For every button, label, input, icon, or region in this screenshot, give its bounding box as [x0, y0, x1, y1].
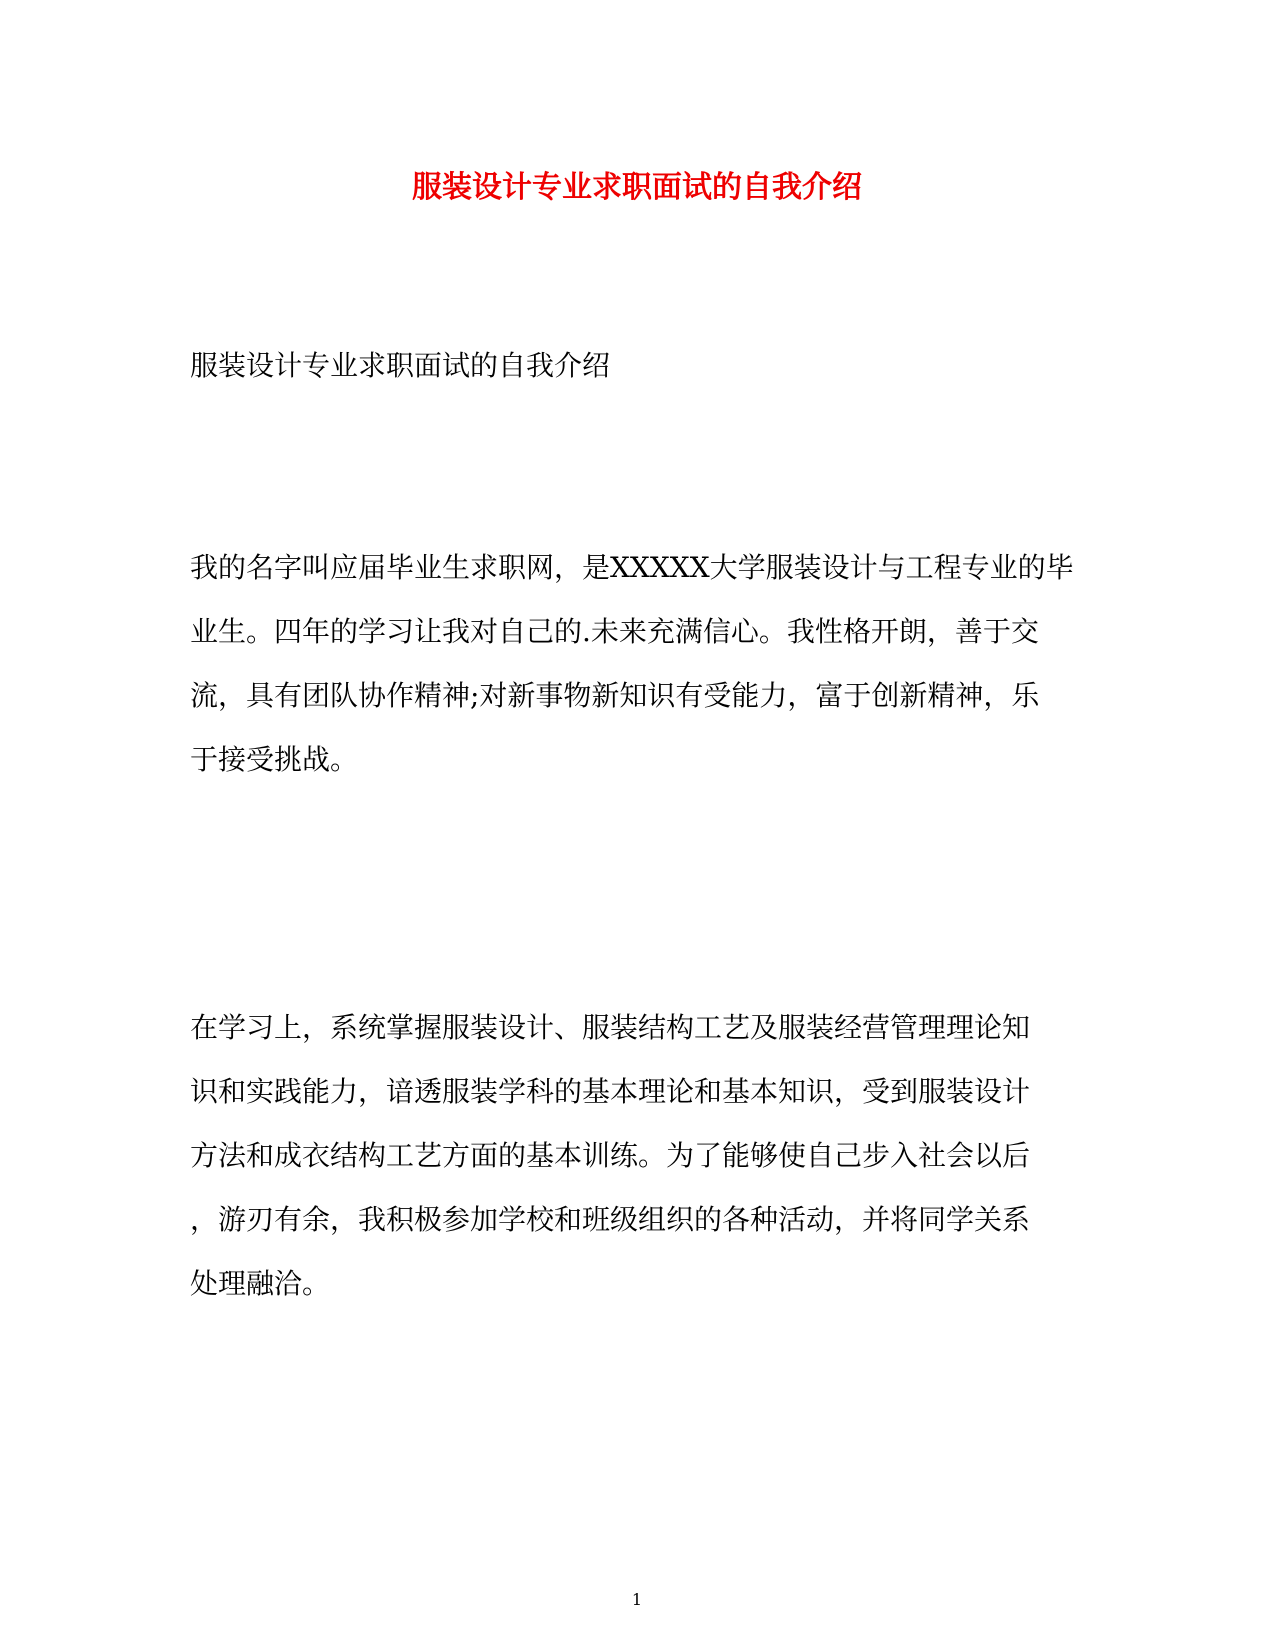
page-title: 服装设计专业求职面试的自我介绍: [412, 170, 862, 205]
paragraph-line: 业生。四年的学习让我对自己的.未来充满信心。我性格开朗，善于交: [190, 615, 1039, 648]
page-number: 1: [631, 1590, 643, 1609]
paragraph-line: ，游刃有余，我积极参加学校和班级组织的各种活动，并将同学关系: [190, 1203, 1031, 1236]
paragraph-line: 我的名字叫应届毕业生求职网，是XXXXX大学服装设计与工程专业的毕: [190, 551, 1074, 584]
paragraph-line: 流，具有团队协作精神;对新事物新知识有受能力，富于创新精神，乐: [190, 679, 1040, 712]
paragraph-line: 处理融洽。: [190, 1267, 331, 1300]
paragraph-studies: [190, 996, 1080, 1316]
paragraph-introduction: [190, 536, 1080, 792]
paragraph-line: 识和实践能力，谙透服装学科的基本理论和基本知识，受到服装设计: [190, 1075, 1031, 1108]
document-subtitle: 服装设计专业求职面试的自我介绍: [190, 349, 611, 382]
paragraph-line: 方法和成衣结构工艺方面的基本训练。为了能够使自己步入社会以后: [190, 1139, 1031, 1172]
paragraph-line: 于接受挑战。: [190, 743, 359, 776]
paragraph-line: 在学习上，系统掌握服装设计、服装结构工艺及服装经营管理理论知: [190, 1011, 1031, 1044]
